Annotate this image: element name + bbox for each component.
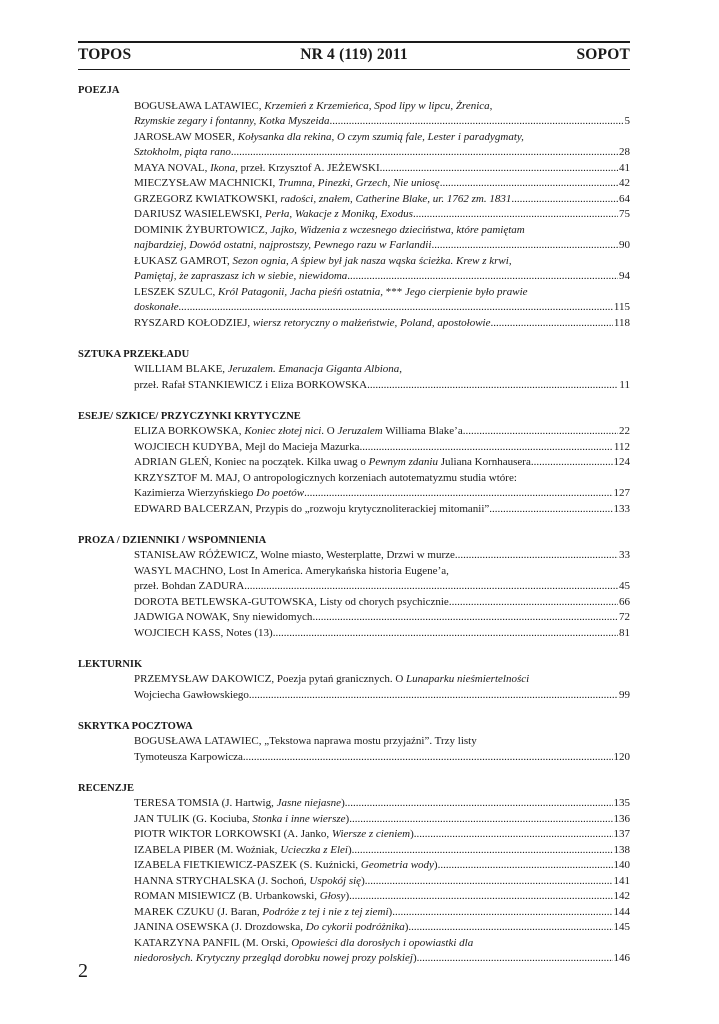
- entry-title-italic: Jego cierpienie było prawie: [405, 285, 528, 298]
- entry-title-italic: Jeruzalem. Emanacja Giganta Albiona: [227, 363, 400, 375]
- entry-text-segment: RYSZARD KOŁODZIEJ,: [134, 316, 253, 329]
- toc-entry[interactable]: [78, 843, 630, 859]
- entry-title-italic: Jeruzalem: [337, 425, 383, 437]
- entry-text-segment: przeł. Bohdan ZADURA: [134, 580, 245, 592]
- section-title: LEKTURNIK: [78, 658, 143, 670]
- entry-line: [134, 440, 630, 456]
- entry-text-segment: ): [348, 843, 352, 856]
- entry-text-segment: TERESA TOMSIA (J. Hartwig,: [134, 797, 277, 809]
- entry-text-segment: IZABELA PIBER (M. Woźniak,: [134, 843, 281, 856]
- entry-line: [134, 269, 630, 285]
- entry-title-italic: najbardziej, Dowód ostatni, najprostszy, Pewnego razu w Farlandii: [134, 239, 432, 251]
- dot-leader: [392, 905, 612, 921]
- city-name: SOPOT: [576, 46, 630, 63]
- entry-line: [134, 564, 630, 580]
- section-title: RECENZJE: [78, 782, 135, 794]
- dot-leader: [531, 455, 613, 471]
- entry-text: [134, 238, 431, 254]
- entry-text-segment: MAREK CZUKU (J. Baran,: [134, 905, 263, 918]
- dot-leader: [243, 750, 613, 766]
- entry-page-number: 144: [613, 905, 630, 918]
- entry-text: [134, 610, 312, 626]
- entry-text: [134, 595, 449, 611]
- toc-entry[interactable]: [78, 207, 630, 223]
- section-title: POEZJA: [78, 85, 120, 96]
- entry-text: [134, 548, 455, 564]
- entry-page-number: 136: [613, 812, 630, 825]
- entry-title-italic: Ucieczka z Elei: [280, 843, 348, 856]
- entry-page-number: 137: [613, 828, 630, 840]
- entry-text: [134, 951, 417, 967]
- entry-text-segment: ): [341, 797, 345, 809]
- dot-leader: [489, 502, 612, 518]
- entry-page-number: 120: [613, 750, 630, 763]
- entry-title-italic: niedorosłych. Krytyczny przegląd dorobku nowej prozy polskiej: [134, 952, 413, 964]
- entry-page-number: 112: [613, 440, 630, 453]
- dot-leader: [312, 610, 618, 626]
- entry-title-italic: wiersz retoryczny o małżeństwie, Poland, apostołowie: [252, 316, 491, 329]
- entry-line: [134, 951, 630, 967]
- entry-line: [134, 207, 630, 223]
- toc-section: [78, 409, 630, 518]
- entry-page-number: 66: [619, 595, 630, 608]
- toc-entry[interactable]: [78, 610, 630, 626]
- entry-text-segment: HANNA STRYCHALSKA (J. Sochoń,: [134, 874, 310, 887]
- entry-line: [134, 750, 630, 766]
- entry-title-italic: Do cykorii podróżnika: [305, 921, 405, 933]
- entry-text-segment: Williama Blake’a: [382, 425, 463, 437]
- entry-text: [134, 889, 349, 905]
- entry-title-italic: radości, znałem, Catherine Blake, ur. 1762 zm. 1831: [280, 192, 512, 205]
- entry-line: [134, 285, 630, 301]
- entry-text-segment: BOGUSŁAWA LATAWIEC, „Tekstowa naprawa mostu przyjaźni”. Trzy listy: [134, 735, 477, 747]
- entry-text-segment: IZABELA FIETKIEWICZ-PASZEK (S. Kuźnicki,: [134, 859, 361, 871]
- entry-text-segment: ): [410, 828, 414, 840]
- dot-leader: [352, 843, 613, 859]
- entry-text-segment: STANISŁAW RÓŻEWICZ, Wolne miasto, Westerplatte, Drzwi w murze: [134, 549, 455, 561]
- dot-leader: [414, 827, 613, 843]
- entry-text-segment: JANINA OSEWSKA (J. Drozdowska,: [134, 921, 306, 933]
- entry-page-number: 124: [613, 456, 630, 468]
- entry-line: [134, 626, 630, 642]
- toc-section: [78, 657, 630, 704]
- entry-text: [134, 269, 347, 285]
- entry-text: [134, 472, 517, 484]
- entry-text: [134, 502, 489, 518]
- entry-page-number: 146: [613, 952, 630, 964]
- entry-line: [134, 114, 630, 130]
- entry-title-italic: Koniec złotej nici: [244, 425, 322, 437]
- entry-line: [134, 858, 630, 874]
- dot-leader: [417, 951, 613, 967]
- entry-title-italic: Stonka i inne wiersze: [252, 812, 346, 825]
- entry-page-number: 28: [619, 146, 630, 158]
- dot-leader: [330, 114, 624, 130]
- section-title: SKRYTKA POCZTOWA: [78, 720, 193, 732]
- entry-text-segment: DARIUSZ WASIELEWSKI,: [134, 208, 265, 220]
- entry-line: [134, 424, 630, 440]
- entry-text: [134, 858, 438, 874]
- entry-title-italic: Wiersze z cieniem: [331, 828, 411, 840]
- dot-leader: [431, 238, 618, 254]
- entry-text-segment: Kazimierza Wierzyńskiego: [134, 487, 257, 499]
- entry-page-number: 138: [613, 843, 630, 856]
- page-number: 2: [78, 960, 88, 982]
- entry-text: [134, 626, 273, 642]
- entry-line: [134, 223, 630, 239]
- entry-text: [134, 114, 330, 130]
- entry-text-segment: ): [345, 812, 350, 825]
- dot-leader: [273, 626, 618, 642]
- toc-entry[interactable]: [78, 920, 630, 936]
- toc-section: [78, 533, 630, 642]
- entry-text-segment: przeł. Rafał STANKIEWICZ i Eliza BORKOWSKA: [134, 378, 368, 391]
- entry-text-segment: Wojciecha Gawłowskiego: [134, 688, 249, 701]
- toc-entry[interactable]: [78, 440, 630, 456]
- entry-text-segment: PIOTR WIKTOR LORKOWSKI (A. Janko,: [134, 828, 332, 840]
- toc-entry[interactable]: [78, 471, 630, 502]
- entry-text-segment: ): [433, 859, 438, 871]
- entry-text-segment: Juliana Kornhausera: [437, 456, 531, 468]
- entry-page-number: 5: [624, 115, 630, 127]
- dot-leader: [367, 378, 618, 394]
- entry-text-segment: WASYL MACHNO, Lost In America. Amerykańska historia Eugene’a,: [134, 564, 449, 577]
- entry-line: [134, 672, 630, 688]
- toc-section: [78, 347, 630, 394]
- entry-page-number: 99: [619, 688, 630, 701]
- dot-leader: [413, 207, 618, 223]
- entry-text-segment: WILLIAM BLAKE,: [134, 363, 228, 375]
- entry-text: [134, 920, 408, 936]
- entry-title-italic: doskonałe...: [134, 301, 187, 313]
- entry-line: [134, 161, 630, 177]
- entry-line: [134, 145, 630, 161]
- entry-title-italic: Trumna, Pinezki, Grzech, Nie uniosę: [278, 177, 440, 189]
- entry-title-italic: Pewnym zdaniu: [368, 456, 438, 468]
- entry-line: [134, 905, 630, 921]
- entry-line: [134, 130, 630, 146]
- entry-line: [134, 796, 630, 812]
- entry-text: [134, 300, 187, 316]
- entry-page-number: 145: [613, 921, 630, 933]
- entry-page-number: 127: [613, 487, 630, 499]
- entry-page-number: 11: [619, 378, 630, 391]
- entry-page-number: 42: [619, 177, 630, 189]
- entry-line: [134, 254, 630, 270]
- dot-leader: [359, 440, 612, 456]
- entry-title-italic: Lunaparku nieśmiertelności: [406, 673, 530, 685]
- dot-leader: [463, 424, 618, 440]
- entry-text: [134, 812, 349, 828]
- entry-text: [134, 286, 528, 298]
- entry-title-italic: Ikona: [210, 161, 236, 174]
- entry-page-number: 45: [619, 580, 630, 592]
- dot-leader: [449, 595, 618, 611]
- entry-line: [134, 471, 630, 487]
- entry-text-segment: MAYA NOVAL,: [134, 161, 211, 174]
- entry-page-number: 81: [619, 626, 630, 639]
- entry-page-number: 33: [619, 549, 630, 561]
- toc-entry[interactable]: [78, 254, 630, 285]
- entry-line: [134, 936, 630, 952]
- entry-title-italic: Perła, Wakacje z Moniką, Exodus: [264, 208, 413, 220]
- entry-text-segment: DOMINIK ŻYBURTOWICZ,: [134, 223, 271, 236]
- journal-title: TOPOS: [78, 46, 132, 63]
- entry-text-segment: WOJCIECH KASS, Notes (13): [134, 626, 273, 639]
- entry-text: [134, 673, 529, 685]
- entry-text-segment: JADWIGA NOWAK, Sny niewidomych: [134, 611, 313, 623]
- dot-leader: [511, 192, 618, 208]
- dot-leader: [440, 176, 618, 192]
- dot-leader: [304, 486, 612, 502]
- toc-entry[interactable]: [78, 161, 630, 177]
- entry-page-number: 72: [619, 611, 630, 623]
- entry-title-italic: Głosy: [319, 890, 346, 902]
- entry-text: [134, 486, 304, 502]
- toc-entry[interactable]: [78, 362, 630, 393]
- entry-text: [134, 735, 477, 747]
- entry-text-segment: ): [412, 952, 417, 964]
- entry-text: [134, 316, 490, 332]
- entry-text: [134, 363, 402, 375]
- dot-leader: [349, 889, 612, 905]
- toc-entry[interactable]: [78, 595, 630, 611]
- toc-entry[interactable]: [78, 455, 630, 471]
- entry-text: [134, 224, 525, 236]
- entry-line: [134, 874, 630, 890]
- dot-leader: [408, 920, 612, 936]
- toc-section: [78, 719, 630, 766]
- toc-entry[interactable]: [78, 285, 630, 316]
- section-title: SZTUKA PRZEKŁADU: [78, 348, 190, 360]
- toc-entry[interactable]: [78, 548, 630, 564]
- entry-line: [134, 827, 630, 843]
- entry-text: [134, 750, 243, 766]
- entry-line: [134, 610, 630, 626]
- entry-text: [134, 100, 492, 112]
- entry-text-segment: ŁUKASZ GAMROT,: [134, 254, 233, 267]
- entry-text-segment: DOROTA BETLEWSKA-GUTOWSKA, Listy od chorych psychicznie: [134, 595, 449, 608]
- entry-text: [134, 796, 345, 812]
- entry-line: [134, 502, 630, 518]
- page-header: [78, 41, 630, 70]
- entry-text: [134, 192, 511, 208]
- entry-text-segment: ): [404, 921, 409, 933]
- entry-text: [134, 176, 440, 192]
- entry-text: [134, 579, 244, 595]
- entry-title-italic: Król Patagonii, Jacha pieśń ostatnia,: [218, 285, 386, 298]
- entry-line: [134, 579, 630, 595]
- dot-leader: [187, 300, 613, 316]
- entry-text-segment: PRZEMYSŁAW DAKOWICZ, Poezja pytań granicznych. O: [134, 673, 407, 685]
- entry-line: [134, 192, 630, 208]
- entry-text: [134, 827, 414, 843]
- entry-text: [134, 207, 413, 223]
- entry-page-number: 142: [613, 890, 630, 902]
- entry-title-italic: Krzemień z Krzemieńca, Spod lipy w lipcu, Żrenica,: [264, 99, 493, 112]
- entry-line: [134, 362, 630, 378]
- entry-line: [134, 688, 630, 704]
- entry-line: [134, 316, 630, 332]
- entry-text: [134, 378, 367, 394]
- toc-entry[interactable]: [78, 502, 630, 518]
- entry-text: [134, 937, 473, 949]
- entry-text: [134, 131, 524, 143]
- entry-text-segment: ADRIAN GLEŃ, Koniec na początek. Kilka uwag o: [134, 456, 369, 468]
- toc-section: [78, 781, 630, 967]
- dot-leader: [455, 548, 618, 564]
- entry-text-segment: , przeł. Krzysztof A. JEŻEWSKI: [235, 161, 380, 174]
- dot-leader: [365, 874, 613, 890]
- toc-entry[interactable]: [78, 812, 630, 828]
- toc-entry[interactable]: [78, 905, 630, 921]
- toc-entry[interactable]: [78, 192, 630, 208]
- dot-leader: [380, 161, 618, 177]
- entry-text-segment: KRZYSZTOF M. MAJ, O antropologicznych korzeniach autotematyzmu studia wtóre:: [134, 471, 517, 484]
- entry-text: [134, 565, 449, 577]
- entry-text: [134, 905, 392, 921]
- entry-title-italic: Kołysanka dla rekina, O czym szumią fale, Lester i paradygmaty,: [237, 130, 524, 143]
- entry-title-italic: Geometria wody: [360, 859, 434, 871]
- entry-text: [134, 455, 531, 471]
- toc-entry[interactable]: [78, 874, 630, 890]
- entry-text-segment: KATARZYNA PANFIL (M. Orski,: [134, 936, 292, 949]
- entry-line: [134, 889, 630, 905]
- entry-text: [134, 255, 512, 267]
- entry-text: [134, 843, 352, 859]
- entry-line: [134, 300, 630, 316]
- toc-entry[interactable]: [78, 889, 630, 905]
- section-title: PROZA / DZIENNIKI / WSPOMNIENIA: [78, 534, 267, 546]
- toc-entry[interactable]: [78, 827, 630, 843]
- entry-title-italic: Sezon ognia, A śpiew był jak nasza wąska ścieżka. Krew z krwi,: [232, 254, 512, 267]
- toc-entry[interactable]: [78, 796, 630, 812]
- entry-text: [134, 424, 463, 440]
- entry-line: [134, 455, 630, 471]
- entry-text-segment: LESZEK SZULC,: [134, 285, 219, 298]
- entry-text-segment: ,: [399, 363, 403, 375]
- entry-page-number: 135: [613, 797, 630, 809]
- entry-page-number: 41: [619, 161, 630, 174]
- entry-text-segment: WOJCIECH KUDYBA, Mejl do Macieja Mazurka: [134, 440, 360, 453]
- entry-title-italic: Sztokholm, piąta rano: [134, 146, 231, 158]
- entry-title-italic: Rzymskie zegary i fontanny, Kotka Myszeida: [134, 115, 330, 127]
- entry-line: [134, 486, 630, 502]
- entry-text: [134, 161, 380, 177]
- toc-entry[interactable]: [78, 672, 630, 703]
- entry-line: [134, 378, 630, 394]
- entry-page-number: 75: [619, 208, 630, 220]
- toc-entry[interactable]: [78, 936, 630, 967]
- toc-entry[interactable]: [78, 130, 630, 161]
- entry-text-segment: ): [361, 874, 365, 887]
- entry-text-segment: JAN TULIK (G. Kociuba,: [134, 812, 253, 825]
- entry-line: [134, 238, 630, 254]
- entry-page-number: 64: [619, 192, 630, 205]
- toc-entry[interactable]: [78, 626, 630, 642]
- entry-text-segment: ): [345, 890, 350, 902]
- toc-entry[interactable]: [78, 223, 630, 254]
- table-of-contents: [78, 83, 630, 982]
- entry-text-segment: ***: [385, 285, 406, 298]
- toc-section: [78, 83, 630, 331]
- dot-leader: [347, 269, 618, 285]
- entry-text-segment: ): [388, 905, 393, 918]
- entry-text: [134, 688, 249, 704]
- issue-number: NR 4 (119) 2011: [300, 46, 408, 63]
- entry-page-number: 118: [613, 316, 630, 329]
- entry-line: [134, 812, 630, 828]
- entry-title-italic: Pamiętaj, że zapraszasz ich w siebie, niewidoma: [134, 270, 348, 282]
- entry-text-segment: JAROSŁAW MOSER,: [134, 130, 238, 143]
- toc-entry[interactable]: [78, 734, 630, 765]
- dot-leader: [231, 145, 618, 161]
- entry-title-italic: Jasne niejasne: [276, 797, 342, 809]
- toc-entry[interactable]: [78, 176, 630, 192]
- toc-entry[interactable]: [78, 316, 630, 332]
- dot-leader: [249, 688, 618, 704]
- entry-line: [134, 595, 630, 611]
- entry-text-segment: ELIZA BORKOWSKA,: [134, 425, 245, 437]
- entry-page-number: 22: [619, 425, 630, 437]
- entry-text: [134, 145, 231, 161]
- entry-page-number: 115: [613, 301, 630, 313]
- entry-line: [134, 734, 630, 750]
- entry-page-number: 133: [613, 502, 630, 515]
- entry-title-italic: Opowieści dla dorosłych i opowiastki dla: [291, 936, 474, 949]
- entry-line: [134, 843, 630, 859]
- entry-page-number: 140: [613, 859, 630, 871]
- toc-entry[interactable]: [78, 564, 630, 595]
- entry-title-italic: Do poetów: [256, 487, 305, 499]
- entry-page-number: 94: [619, 270, 630, 282]
- entry-line: [134, 99, 630, 115]
- entry-title-italic: Uspokój się: [309, 874, 362, 887]
- entry-page-number: 141: [613, 874, 630, 887]
- entry-title-italic: Podróże z tej i nie z tej ziemi: [262, 905, 389, 918]
- entry-text: [134, 874, 365, 890]
- dot-leader: [345, 796, 613, 812]
- entry-text-segment: EDWARD BALCERZAN, Przypis do „rozwoju krytycznoliterackiej mitomanii”: [134, 502, 490, 515]
- entry-text-segment: ROMAN MISIEWICZ (B. Urbankowski,: [134, 890, 320, 902]
- toc-entry[interactable]: [78, 99, 630, 130]
- entry-text-segment: MIECZYSŁAW MACHNICKI,: [134, 177, 279, 189]
- dot-leader: [490, 316, 612, 332]
- entry-line: [134, 920, 630, 936]
- dot-leader: [438, 858, 613, 874]
- entry-text-segment: GRZEGORZ KWIATKOWSKI,: [134, 192, 281, 205]
- entry-text-segment: BOGUSŁAWA LATAWIEC,: [134, 99, 265, 112]
- dot-leader: [349, 812, 612, 828]
- entry-text-segment: Tymoteusza Karpowicza: [134, 750, 243, 763]
- dot-leader: [244, 579, 618, 595]
- toc-entry[interactable]: [78, 424, 630, 440]
- entry-line: [134, 176, 630, 192]
- entry-text: [134, 440, 359, 456]
- entry-title-italic: Jajko, Widzenia z wczesnego dzieciństwa, które pamiętam: [270, 223, 525, 236]
- section-title: ESEJE/ SZKICE/ PRZYCZYNKI KRYTYCZNE: [78, 410, 301, 422]
- toc-entry[interactable]: [78, 858, 630, 874]
- entry-page-number: 90: [619, 239, 630, 251]
- entry-text-segment: . O: [321, 425, 338, 437]
- entry-line: [134, 548, 630, 564]
